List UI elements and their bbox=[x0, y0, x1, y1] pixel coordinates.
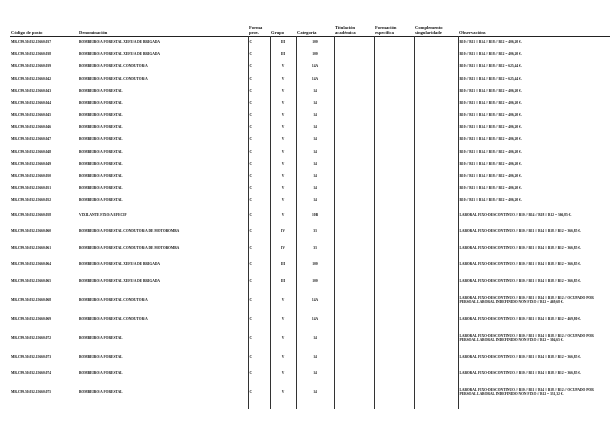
cell-categoria: 33 bbox=[296, 223, 334, 240]
rpt-table bbox=[10, 14, 610, 409]
cell-categoria: 14 bbox=[296, 182, 334, 194]
cell-codigo: MR.C99.50.032.15660.051 bbox=[11, 186, 52, 191]
table-row bbox=[10, 327, 610, 349]
cell-complemento bbox=[414, 60, 458, 72]
table-row bbox=[10, 256, 610, 273]
cell-denominacion: BOMBEIRO/A FORESTAL CONDUTOR/A bbox=[79, 316, 148, 321]
cell-grupo: V bbox=[270, 73, 296, 85]
cell-categoria: 14 bbox=[296, 327, 334, 349]
cell-codigo: MR.C99.50.032.15660.049 bbox=[11, 161, 52, 166]
cell-forma: C bbox=[248, 36, 270, 48]
cell-observaciones: B10 // B11 // B14 // B18 // B12 = 406,20 €. bbox=[459, 125, 522, 130]
cell-codigo: MR.C99.50.032.15660.073 bbox=[11, 354, 52, 359]
cell-formacion bbox=[374, 349, 414, 366]
empty-cell bbox=[296, 403, 334, 409]
cell-forma: C bbox=[248, 158, 270, 170]
cell-grupo: V bbox=[270, 158, 296, 170]
cell-categoria: 14 bbox=[296, 170, 334, 182]
cell-denominacion: BOMBEIRO/A FORESTAL bbox=[79, 161, 123, 166]
cell-codigo: MR.C99.50.032.15660.064 bbox=[11, 262, 52, 267]
cell-categoria: 14 bbox=[296, 121, 334, 133]
cell-titulacion bbox=[334, 158, 374, 170]
table-row bbox=[10, 194, 610, 206]
cell-denominacion: BOMBEIRO/A FORESTAL bbox=[79, 354, 123, 359]
cell-forma: C bbox=[248, 311, 270, 328]
cell-formacion bbox=[374, 240, 414, 257]
cell-codigo: MR.C99.50.032.15660.069 bbox=[11, 316, 52, 321]
cell-titulacion bbox=[334, 36, 374, 48]
cell-titulacion bbox=[334, 73, 374, 85]
cell-complemento bbox=[414, 349, 458, 366]
cell-codigo: MR.C99.50.032.15660.072 bbox=[11, 335, 52, 340]
table-row bbox=[10, 223, 610, 240]
cell-denominacion: VIXILANTE FIXO/A EFECIF bbox=[79, 212, 127, 217]
cell-grupo: III bbox=[270, 36, 296, 48]
cell-grupo: V bbox=[270, 85, 296, 97]
cell-complemento bbox=[414, 73, 458, 85]
cell-observaciones: LABORAL FIXO-DESCONTINUO // B10 // B11 // B14 // B18 // B12 = 366,85 €. bbox=[459, 262, 581, 267]
cell-formacion bbox=[374, 194, 414, 206]
cell-forma: C bbox=[248, 48, 270, 60]
cell-denominacion: BOMBEIRO/A FORESTAL CONDUTOR/A bbox=[79, 297, 148, 302]
cell-formacion bbox=[374, 311, 414, 328]
cell-categoria: 14 bbox=[296, 134, 334, 146]
cell-titulacion bbox=[334, 327, 374, 349]
cell-categoria: 14 bbox=[296, 158, 334, 170]
cell-complemento bbox=[414, 134, 458, 146]
cell-observaciones: B10 // B11 // B14 // B18 // B12 = 406,20 €. bbox=[459, 174, 522, 178]
cell-formacion bbox=[374, 146, 414, 158]
cell-categoria: 14A bbox=[296, 311, 334, 328]
cell-categoria: 10B bbox=[296, 207, 334, 224]
cell-codigo: MR.C99.50.032.15660.058 bbox=[11, 212, 52, 217]
table-row bbox=[10, 170, 610, 182]
table-row bbox=[10, 207, 610, 224]
cell-denominacion: BOMBEIRO/A FORESTAL bbox=[79, 149, 123, 154]
cell-forma: C bbox=[248, 60, 270, 72]
cell-formacion bbox=[374, 207, 414, 224]
cell-complemento bbox=[414, 121, 458, 133]
cell-denominacion: BOMBEIRO/A FORESTAL bbox=[79, 88, 123, 93]
cell-complemento bbox=[414, 273, 458, 290]
cell-complemento bbox=[414, 146, 458, 158]
cell-categoria: 14 bbox=[296, 109, 334, 121]
cell-observaciones: B10 // B11 // B14 // B18 // B12 = 406,20 €. bbox=[459, 198, 522, 203]
cell-forma: C bbox=[248, 223, 270, 240]
cell-formacion bbox=[374, 382, 414, 404]
cell-codigo: MR.C99.50.032.15660.045 bbox=[11, 113, 52, 118]
cell-grupo: V bbox=[270, 146, 296, 158]
table-row bbox=[10, 134, 610, 146]
cell-complemento bbox=[414, 327, 458, 349]
cell-forma: C bbox=[248, 73, 270, 85]
cell-grupo: V bbox=[270, 170, 296, 182]
cell-formacion bbox=[374, 73, 414, 85]
cell-grupo: V bbox=[270, 134, 296, 146]
cell-categoria: 14A bbox=[296, 60, 334, 72]
cell-categoria: 14 bbox=[296, 85, 334, 97]
table-row bbox=[10, 146, 610, 158]
empty-cell bbox=[78, 403, 248, 409]
cell-codigo: MR.C99.50.032.15660.042 bbox=[11, 76, 52, 81]
cell-forma: C bbox=[248, 256, 270, 273]
cell-titulacion bbox=[334, 207, 374, 224]
cell-forma: C bbox=[248, 109, 270, 121]
cell-complemento bbox=[414, 109, 458, 121]
cell-formacion bbox=[374, 85, 414, 97]
cell-observaciones: B10 // B11 // B14 // B18 // B12 = 625,44 €. bbox=[459, 64, 522, 69]
cell-titulacion bbox=[334, 349, 374, 366]
cell-grupo: V bbox=[270, 182, 296, 194]
cell-titulacion bbox=[334, 134, 374, 146]
cell-titulacion bbox=[334, 365, 374, 382]
header-grupo: Grupo bbox=[271, 29, 285, 35]
cell-codigo: MR.C99.50.032.15660.052 bbox=[11, 198, 52, 203]
cell-complemento bbox=[414, 85, 458, 97]
cell-codigo: MR.C99.50.032.15660.050 bbox=[11, 174, 52, 178]
cell-titulacion bbox=[334, 85, 374, 97]
cell-titulacion bbox=[334, 382, 374, 404]
cell-grupo: V bbox=[270, 349, 296, 366]
cell-forma: C bbox=[248, 207, 270, 224]
empty-cell bbox=[270, 403, 296, 409]
table-header-row bbox=[10, 14, 610, 36]
cell-titulacion bbox=[334, 48, 374, 60]
header-denominacion: Denominación bbox=[79, 29, 108, 35]
cell-denominacion: BOMBEIRO/A FORESTAL bbox=[79, 390, 123, 395]
cell-complemento bbox=[414, 97, 458, 109]
cell-forma: C bbox=[248, 240, 270, 257]
cell-grupo: III bbox=[270, 256, 296, 273]
cell-denominacion: BOMBEIRO/A FORESTAL bbox=[79, 137, 123, 142]
table-continuation-row bbox=[10, 403, 610, 409]
cell-forma: C bbox=[248, 134, 270, 146]
cell-grupo: V bbox=[270, 382, 296, 404]
cell-complemento bbox=[414, 170, 458, 182]
cell-formacion bbox=[374, 134, 414, 146]
cell-grupo: V bbox=[270, 97, 296, 109]
cell-forma: C bbox=[248, 97, 270, 109]
cell-forma: C bbox=[248, 182, 270, 194]
cell-categoria: 100 bbox=[296, 48, 334, 60]
table-row bbox=[10, 73, 610, 85]
cell-grupo: V bbox=[270, 121, 296, 133]
cell-formacion bbox=[374, 223, 414, 240]
header-forma: Forma prov. bbox=[249, 24, 263, 35]
empty-cell bbox=[334, 403, 374, 409]
cell-titulacion bbox=[334, 109, 374, 121]
cell-denominacion: BOMBEIRO/A FORESTAL XEFE/A DE BRIGADA bbox=[79, 278, 161, 283]
cell-observaciones: B10 // B11 // B14 // B18 // B12 = 406,20 €. bbox=[459, 161, 522, 166]
cell-titulacion bbox=[334, 121, 374, 133]
table-row bbox=[10, 349, 610, 366]
cell-titulacion bbox=[334, 223, 374, 240]
table-row bbox=[10, 109, 610, 121]
cell-observaciones: LABORAL FIXO-DESCONTINUO // B10 // B11 // B14 // B18 // B12 = 366,85 €. bbox=[459, 354, 581, 359]
cell-grupo: V bbox=[270, 60, 296, 72]
cell-complemento bbox=[414, 194, 458, 206]
cell-complemento bbox=[414, 311, 458, 328]
cell-titulacion bbox=[334, 311, 374, 328]
cell-titulacion bbox=[334, 273, 374, 290]
empty-cell bbox=[248, 403, 270, 409]
header-formacion: Formación específica bbox=[375, 24, 397, 35]
cell-codigo: MR.C99.50.032.15660.074 bbox=[11, 371, 52, 376]
cell-formacion bbox=[374, 36, 414, 48]
cell-complemento bbox=[414, 48, 458, 60]
table-row bbox=[10, 240, 610, 257]
cell-titulacion bbox=[334, 194, 374, 206]
cell-codigo: MR.C99.50.032.15660.039 bbox=[11, 64, 52, 69]
cell-grupo: V bbox=[270, 365, 296, 382]
cell-formacion bbox=[374, 256, 414, 273]
cell-observaciones: LABORAL FIXO-DESCONTINUO // B10 // B11 // B14 // B18 // B12 = 366,85 €. bbox=[459, 371, 581, 376]
cell-denominacion: BOMBEIRO/A FORESTAL XEFE/A DE BRIGADA bbox=[79, 262, 161, 267]
cell-denominacion: BOMBEIRO/A FORESTAL bbox=[79, 100, 123, 105]
cell-forma: C bbox=[248, 146, 270, 158]
cell-titulacion bbox=[334, 146, 374, 158]
cell-forma: C bbox=[248, 194, 270, 206]
cell-complemento bbox=[414, 256, 458, 273]
cell-formacion bbox=[374, 182, 414, 194]
cell-titulacion bbox=[334, 170, 374, 182]
table-row bbox=[10, 182, 610, 194]
cell-codigo: MR.C99.50.032.15660.048 bbox=[11, 149, 52, 154]
table-row bbox=[10, 289, 610, 311]
table-row bbox=[10, 365, 610, 382]
cell-denominacion: BOMBEIRO/A FORESTAL bbox=[79, 125, 123, 130]
cell-codigo: MR.C99.50.032.15660.047 bbox=[11, 137, 52, 142]
cell-forma: C bbox=[248, 85, 270, 97]
cell-denominacion: BOMBEIRO/A FORESTAL bbox=[79, 371, 123, 376]
cell-codigo: MR.C99.50.032.15660.038 bbox=[11, 52, 52, 57]
cell-denominacion: BOMBEIRO/A FORESTAL bbox=[79, 335, 123, 340]
cell-observaciones: LABORAL FIXO-DESCONTINUO // B10 // B11 // B14 // B18 // B12 // OCUPADO POR PERSOAL LABORAL INDEFINIDO NON FIXO // B12 = 304,65 €. bbox=[459, 333, 594, 342]
cell-categoria: 14 bbox=[296, 382, 334, 404]
empty-cell bbox=[10, 403, 78, 409]
header-categoria: Categoría bbox=[297, 29, 317, 35]
cell-forma: C bbox=[248, 349, 270, 366]
cell-formacion bbox=[374, 48, 414, 60]
cell-observaciones: LABORAL FIXO-DESCONTINUO // B10 // B14 // B18 // B12 = 366,85 €. bbox=[459, 212, 572, 217]
cell-observaciones: B10 // B11 // B14 // B18 // B12 = 406,20 €. bbox=[459, 100, 522, 105]
cell-complemento bbox=[414, 382, 458, 404]
cell-denominacion: BOMBEIRO/A FORESTAL CONDUTOR/A bbox=[79, 64, 148, 69]
cell-denominacion: BOMBEIRO/A FORESTAL XEFE/A DE BRIGADA bbox=[79, 52, 161, 57]
cell-denominacion: BOMBEIRO/A FORESTAL CONDUTOR/A bbox=[79, 76, 148, 81]
cell-formacion bbox=[374, 365, 414, 382]
table-row bbox=[10, 97, 610, 109]
cell-codigo: MR.C99.50.032.15660.043 bbox=[11, 88, 52, 93]
cell-codigo: MR.C99.50.032.15660.037 bbox=[11, 40, 52, 45]
cell-categoria: 33 bbox=[296, 240, 334, 257]
cell-complemento bbox=[414, 365, 458, 382]
cell-forma: C bbox=[248, 170, 270, 182]
cell-observaciones: B10 // B11 // B14 // B18 // B12 = 406,20 €. bbox=[459, 88, 522, 93]
cell-codigo: MR.C99.50.032.15660.068 bbox=[11, 297, 52, 302]
cell-formacion bbox=[374, 289, 414, 311]
empty-cell bbox=[374, 403, 414, 409]
cell-formacion bbox=[374, 273, 414, 290]
cell-codigo: MR.C99.50.032.15660.060 bbox=[11, 229, 52, 234]
empty-cell bbox=[414, 403, 458, 409]
cell-categoria: 100 bbox=[296, 256, 334, 273]
cell-titulacion bbox=[334, 182, 374, 194]
cell-codigo: MR.C99.50.032.15660.061 bbox=[11, 245, 52, 250]
cell-complemento bbox=[414, 207, 458, 224]
cell-codigo: MR.C99.50.032.15660.046 bbox=[11, 125, 52, 130]
cell-categoria: 14A bbox=[296, 73, 334, 85]
cell-categoria: 14 bbox=[296, 349, 334, 366]
header-codigo: Código de posto bbox=[11, 29, 43, 35]
cell-observaciones: LABORAL FIXO-DESCONTINUO // B10 // B11 // B14 // B18 // B12 = 366,85 €. bbox=[459, 278, 581, 283]
cell-grupo: V bbox=[270, 109, 296, 121]
table-row bbox=[10, 60, 610, 72]
cell-grupo: IV bbox=[270, 223, 296, 240]
cell-observaciones: LABORAL FIXO-DESCONTINUO // B10 // B11 // B14 // B18 // B12 // OCUPADO POR PERSOAL LABORAL INDEFINIDO NON FIXO // B12 = 469,68 €. bbox=[459, 295, 594, 304]
cell-categoria: 14 bbox=[296, 97, 334, 109]
cell-formacion bbox=[374, 158, 414, 170]
cell-forma: C bbox=[248, 121, 270, 133]
cell-denominacion: BOMBEIRO/A FORESTAL bbox=[79, 186, 123, 191]
cell-denominacion: BOMBEIRO/A FORESTAL XEFE/A DE BRIGADA bbox=[79, 40, 161, 45]
cell-categoria: 14A bbox=[296, 289, 334, 311]
cell-grupo: V bbox=[270, 194, 296, 206]
table-row bbox=[10, 311, 610, 328]
empty-cell bbox=[458, 403, 610, 409]
cell-complemento bbox=[414, 182, 458, 194]
cell-forma: C bbox=[248, 273, 270, 290]
cell-observaciones: B10 // B11 // B14 // B18 // B12 = 406,20 €. bbox=[459, 52, 522, 57]
cell-titulacion bbox=[334, 97, 374, 109]
cell-denominacion: BOMBEIRO/A FORESTAL CONDUTOR/A DE MOTOBOMBA bbox=[79, 229, 180, 234]
cell-grupo: V bbox=[270, 327, 296, 349]
cell-denominacion: BOMBEIRO/A FORESTAL bbox=[79, 174, 123, 178]
header-observaciones: Observacións bbox=[459, 29, 486, 35]
cell-observaciones: LABORAL FIXO-DESCONTINUO // B10 // B11 // B14 // B18 // B12 = 366,85 €. bbox=[459, 245, 581, 250]
cell-categoria: 14 bbox=[296, 365, 334, 382]
cell-denominacion: BOMBEIRO/A FORESTAL CONDUTOR/A DE MOTOBOMBA bbox=[79, 245, 180, 250]
cell-complemento bbox=[414, 240, 458, 257]
cell-formacion bbox=[374, 327, 414, 349]
cell-denominacion: BOMBEIRO/A FORESTAL bbox=[79, 113, 123, 118]
table-row bbox=[10, 382, 610, 404]
cell-categoria: 14 bbox=[296, 194, 334, 206]
cell-grupo: V bbox=[270, 207, 296, 224]
cell-observaciones: B10 // B11 // B14 // B18 // B12 = 406,20 €. bbox=[459, 113, 522, 118]
cell-titulacion bbox=[334, 240, 374, 257]
table-row bbox=[10, 48, 610, 60]
cell-categoria: 100 bbox=[296, 36, 334, 48]
cell-observaciones: LABORAL FIXO-DESCONTINUO // B10 // B11 // B14 // B18 // B12 = 366,85 €. bbox=[459, 229, 581, 234]
cell-formacion bbox=[374, 97, 414, 109]
cell-categoria: 100 bbox=[296, 273, 334, 290]
cell-forma: C bbox=[248, 327, 270, 349]
cell-codigo: MR.C99.50.032.15660.065 bbox=[11, 278, 52, 283]
table-row bbox=[10, 273, 610, 290]
cell-denominacion: BOMBEIRO/A FORESTAL bbox=[79, 198, 123, 203]
cell-forma: C bbox=[248, 382, 270, 404]
cell-grupo: IV bbox=[270, 240, 296, 257]
cell-categoria: 14 bbox=[296, 146, 334, 158]
cell-formacion bbox=[374, 109, 414, 121]
header-complemento: Complemento singularidade bbox=[415, 24, 443, 35]
cell-codigo: MR.C99.50.032.15660.044 bbox=[11, 100, 52, 105]
cell-observaciones: B10 // B11 // B14 // B18 // B12 = 406,20 €. bbox=[459, 137, 522, 142]
cell-complemento bbox=[414, 289, 458, 311]
cell-grupo: V bbox=[270, 289, 296, 311]
cell-formacion bbox=[374, 170, 414, 182]
cell-complemento bbox=[414, 158, 458, 170]
cell-formacion bbox=[374, 60, 414, 72]
table-body bbox=[10, 36, 610, 409]
cell-formacion bbox=[374, 121, 414, 133]
header-titulacion: Titulación académica bbox=[335, 24, 356, 35]
cell-forma: C bbox=[248, 289, 270, 311]
cell-observaciones: LABORAL FIXO-DESCONTINUO // B10 // B11 // B14 // B18 // B12 // OCUPADO POR PERSOAL LABORAL INDEFINIDO NON FIXO // B12 = 331,32 €. bbox=[459, 388, 594, 397]
table-row bbox=[10, 121, 610, 133]
table-row bbox=[10, 158, 610, 170]
cell-grupo: III bbox=[270, 48, 296, 60]
cell-complemento bbox=[414, 223, 458, 240]
cell-observaciones: B10 // B11 // B14 // B18 // B12 = 625,44 €. bbox=[459, 76, 522, 81]
cell-observaciones: B10 // B11 // B14 // B18 // B12 = 406,20 €. bbox=[459, 40, 522, 45]
cell-grupo: III bbox=[270, 273, 296, 290]
cell-observaciones: LABORAL FIXO-DESCONTINUO // B10 // B11 // B14 // B18 // B12 = 469,80 €. bbox=[459, 316, 581, 321]
cell-forma: C bbox=[248, 365, 270, 382]
cell-observaciones: B10 // B11 // B14 // B18 // B12 = 406,20 €. bbox=[459, 149, 522, 154]
cell-titulacion bbox=[334, 256, 374, 273]
cell-titulacion bbox=[334, 289, 374, 311]
cell-grupo: V bbox=[270, 311, 296, 328]
table-row bbox=[10, 85, 610, 97]
cell-observaciones: B10 // B11 // B14 // B18 // B12 = 406,20 €. bbox=[459, 186, 522, 191]
table-row bbox=[10, 36, 610, 48]
cell-complemento bbox=[414, 36, 458, 48]
cell-titulacion bbox=[334, 60, 374, 72]
cell-codigo: MR.C99.50.032.15660.075 bbox=[11, 390, 52, 395]
